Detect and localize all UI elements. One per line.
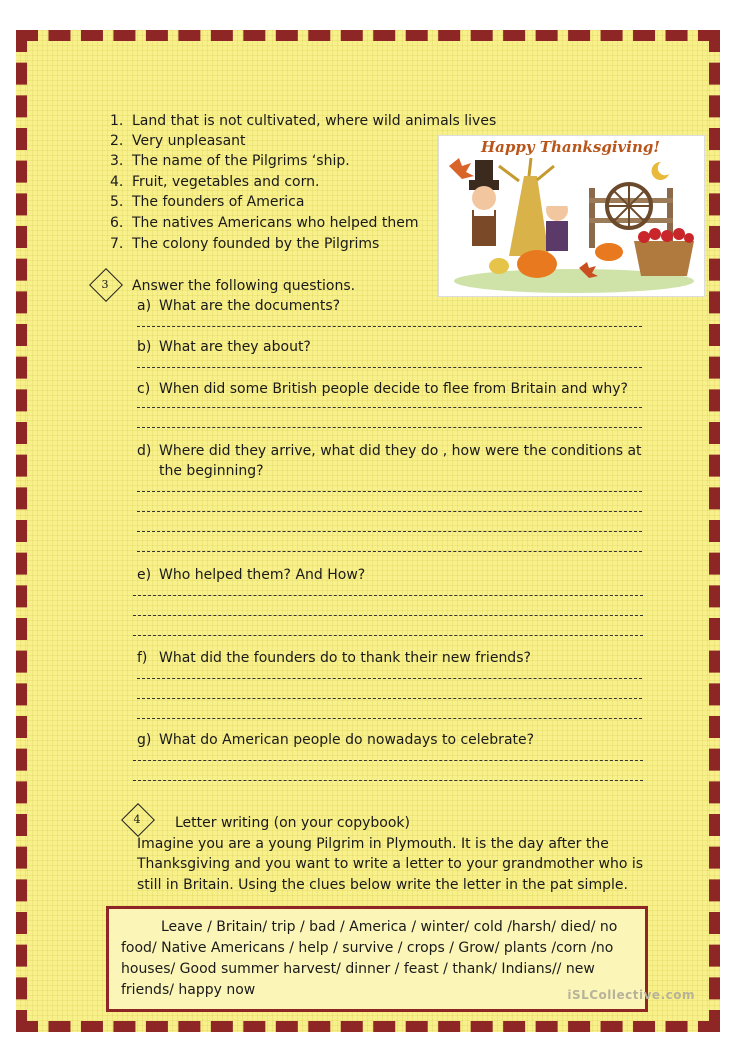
answer-line[interactable] [137, 718, 642, 719]
paragraph-line: Imagine you are a young Pilgrim in Plymouth. It is the day after the [137, 836, 609, 852]
question-d: d) Where did they arrive, what did they do , how were the conditions at [137, 443, 642, 459]
list-item: 7. The colony founded by the Pilgrims [110, 236, 380, 252]
clue-text: Leave / Britain/ trip / bad / America / winter/ cold /harsh/ died/ no food/ Native Americans / help / survive / crops / Grow/ plants /corn /no houses/ Good summer harvest/ dinner / feast / thank/ Indians// new friends/ happy now [121, 919, 618, 998]
section-number: 3 [101, 278, 109, 291]
answer-line[interactable] [137, 326, 642, 327]
answer-line[interactable] [137, 491, 642, 492]
question-f: f) What did the founders do to thank their new friends? [137, 650, 531, 666]
question-c: c) When did some British people decide to flee from Britain and why? [137, 381, 628, 397]
answer-line[interactable] [137, 427, 642, 428]
illustration-title: Happy Thanksgiving! [481, 138, 660, 156]
list-item: 5. The founders of America [110, 194, 305, 210]
answer-line[interactable] [137, 511, 642, 512]
section-number: 4 [133, 813, 141, 826]
question-a: a) What are the documents? [137, 298, 341, 314]
answer-line[interactable] [133, 595, 643, 596]
paragraph-line: Thanksgiving and you want to write a letter to your grandmother who is [137, 856, 644, 872]
answer-line[interactable] [137, 551, 642, 552]
answer-line[interactable] [137, 367, 642, 368]
list-item: 4. Fruit, vegetables and corn. [110, 174, 320, 190]
list-item: 3. The name of the Pilgrims ‘ship. [110, 153, 350, 169]
question-b: b) What are they about? [137, 339, 311, 355]
answer-line[interactable] [133, 760, 643, 761]
watermark: iSLCollective.com [567, 988, 695, 1002]
question-d-continued: the beginning? [159, 463, 264, 479]
answer-line[interactable] [133, 635, 643, 636]
thanksgiving-scene-icon [439, 136, 704, 296]
answer-line[interactable] [137, 698, 642, 699]
answer-line[interactable] [137, 531, 642, 532]
list-item: 1. Land that is not cultivated, where wild animals lives [110, 113, 497, 129]
answer-line[interactable] [137, 678, 642, 679]
section-heading: Answer the following questions. [132, 278, 356, 294]
answer-line[interactable] [133, 780, 643, 781]
paragraph-line: still in Britain. Using the clues below write the letter in the pat simple. [137, 877, 628, 893]
question-g: g) What do American people do nowadays to celebrate? [137, 732, 535, 748]
thanksgiving-illustration [438, 135, 705, 297]
section-heading: Letter writing (on your copybook) [175, 815, 410, 831]
list-item: 6. The natives Americans who helped them [110, 215, 419, 231]
question-e: e) Who helped them? And How? [137, 567, 366, 583]
list-item: 2. Very unpleasant [110, 133, 246, 149]
answer-line[interactable] [137, 407, 642, 408]
answer-line[interactable] [133, 615, 643, 616]
